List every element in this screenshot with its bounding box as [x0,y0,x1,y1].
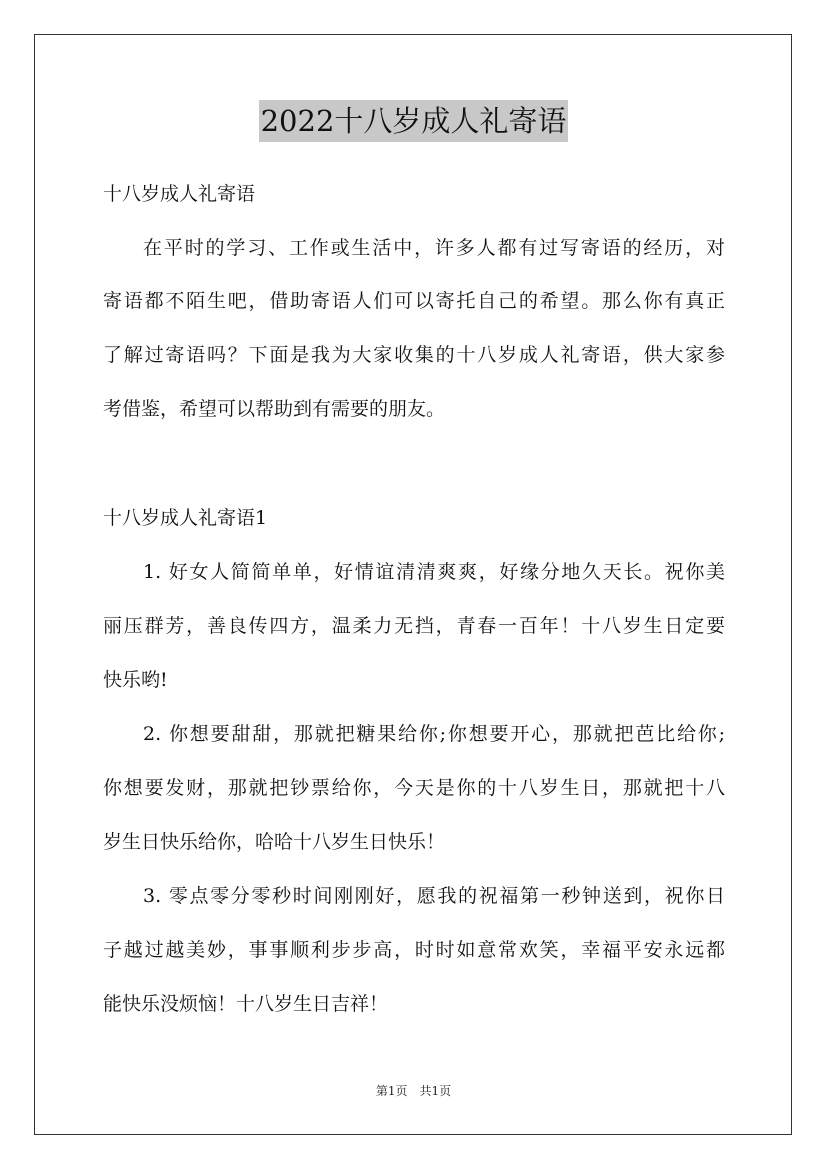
page-number: 第1页 [375,1084,408,1098]
page-total: 共1页 [419,1084,452,1098]
paragraph-line: 能快乐没烦恼！十八岁生日吉祥！ [103,993,389,1015]
title-container [0,100,827,142]
paragraph-line: 1. 好女人简简单单，好情谊清清爽爽，好缘分地久天长。祝你美 [143,561,725,583]
paragraph-line: 子越过越美妙，事事顺利步步高，时时如意常欢笑，幸福平安永远都 [103,939,725,961]
paragraph-line: 岁生日快乐给你，哈哈十八岁生日快乐！ [103,831,446,853]
section-heading: 十八岁成人礼寄语1 [103,507,268,529]
intro-line: 了解过寄语吗？下面是我为大家收集的十八岁成人礼寄语，供大家参 [103,344,725,366]
paragraph-line: 3. 零点零分零秒时间刚刚好，愿我的祝福第一秒钟送到，祝你日 [143,885,725,907]
section-heading: 十八岁成人礼寄语 [103,183,256,205]
intro-line: 寄语都不陌生吧，借助寄语人们可以寄托自己的希望。那么你有真正 [103,290,725,312]
paragraph-line: 丽压群芳，善良传四方，温柔力无挡，青春一百年！十八岁生日定要 [103,615,725,637]
document-title: 2022十八岁成人礼寄语 [259,100,569,142]
paragraph-line: 你想要发财，那就把钞票给你，今天是你的十八岁生日，那就把十八 [103,777,725,799]
page-footer [0,1082,827,1099]
intro-line: 考借鉴，希望可以帮助到有需要的朋友。 [103,398,446,420]
intro-line: 在平时的学习、工作或生活中，许多人都有过写寄语的经历，对 [143,237,725,259]
paragraph-line: 快乐哟! [103,669,168,691]
paragraph-line: 2. 你想要甜甜，那就把糖果给你;你想要开心，那就把芭比给你; [143,723,725,745]
